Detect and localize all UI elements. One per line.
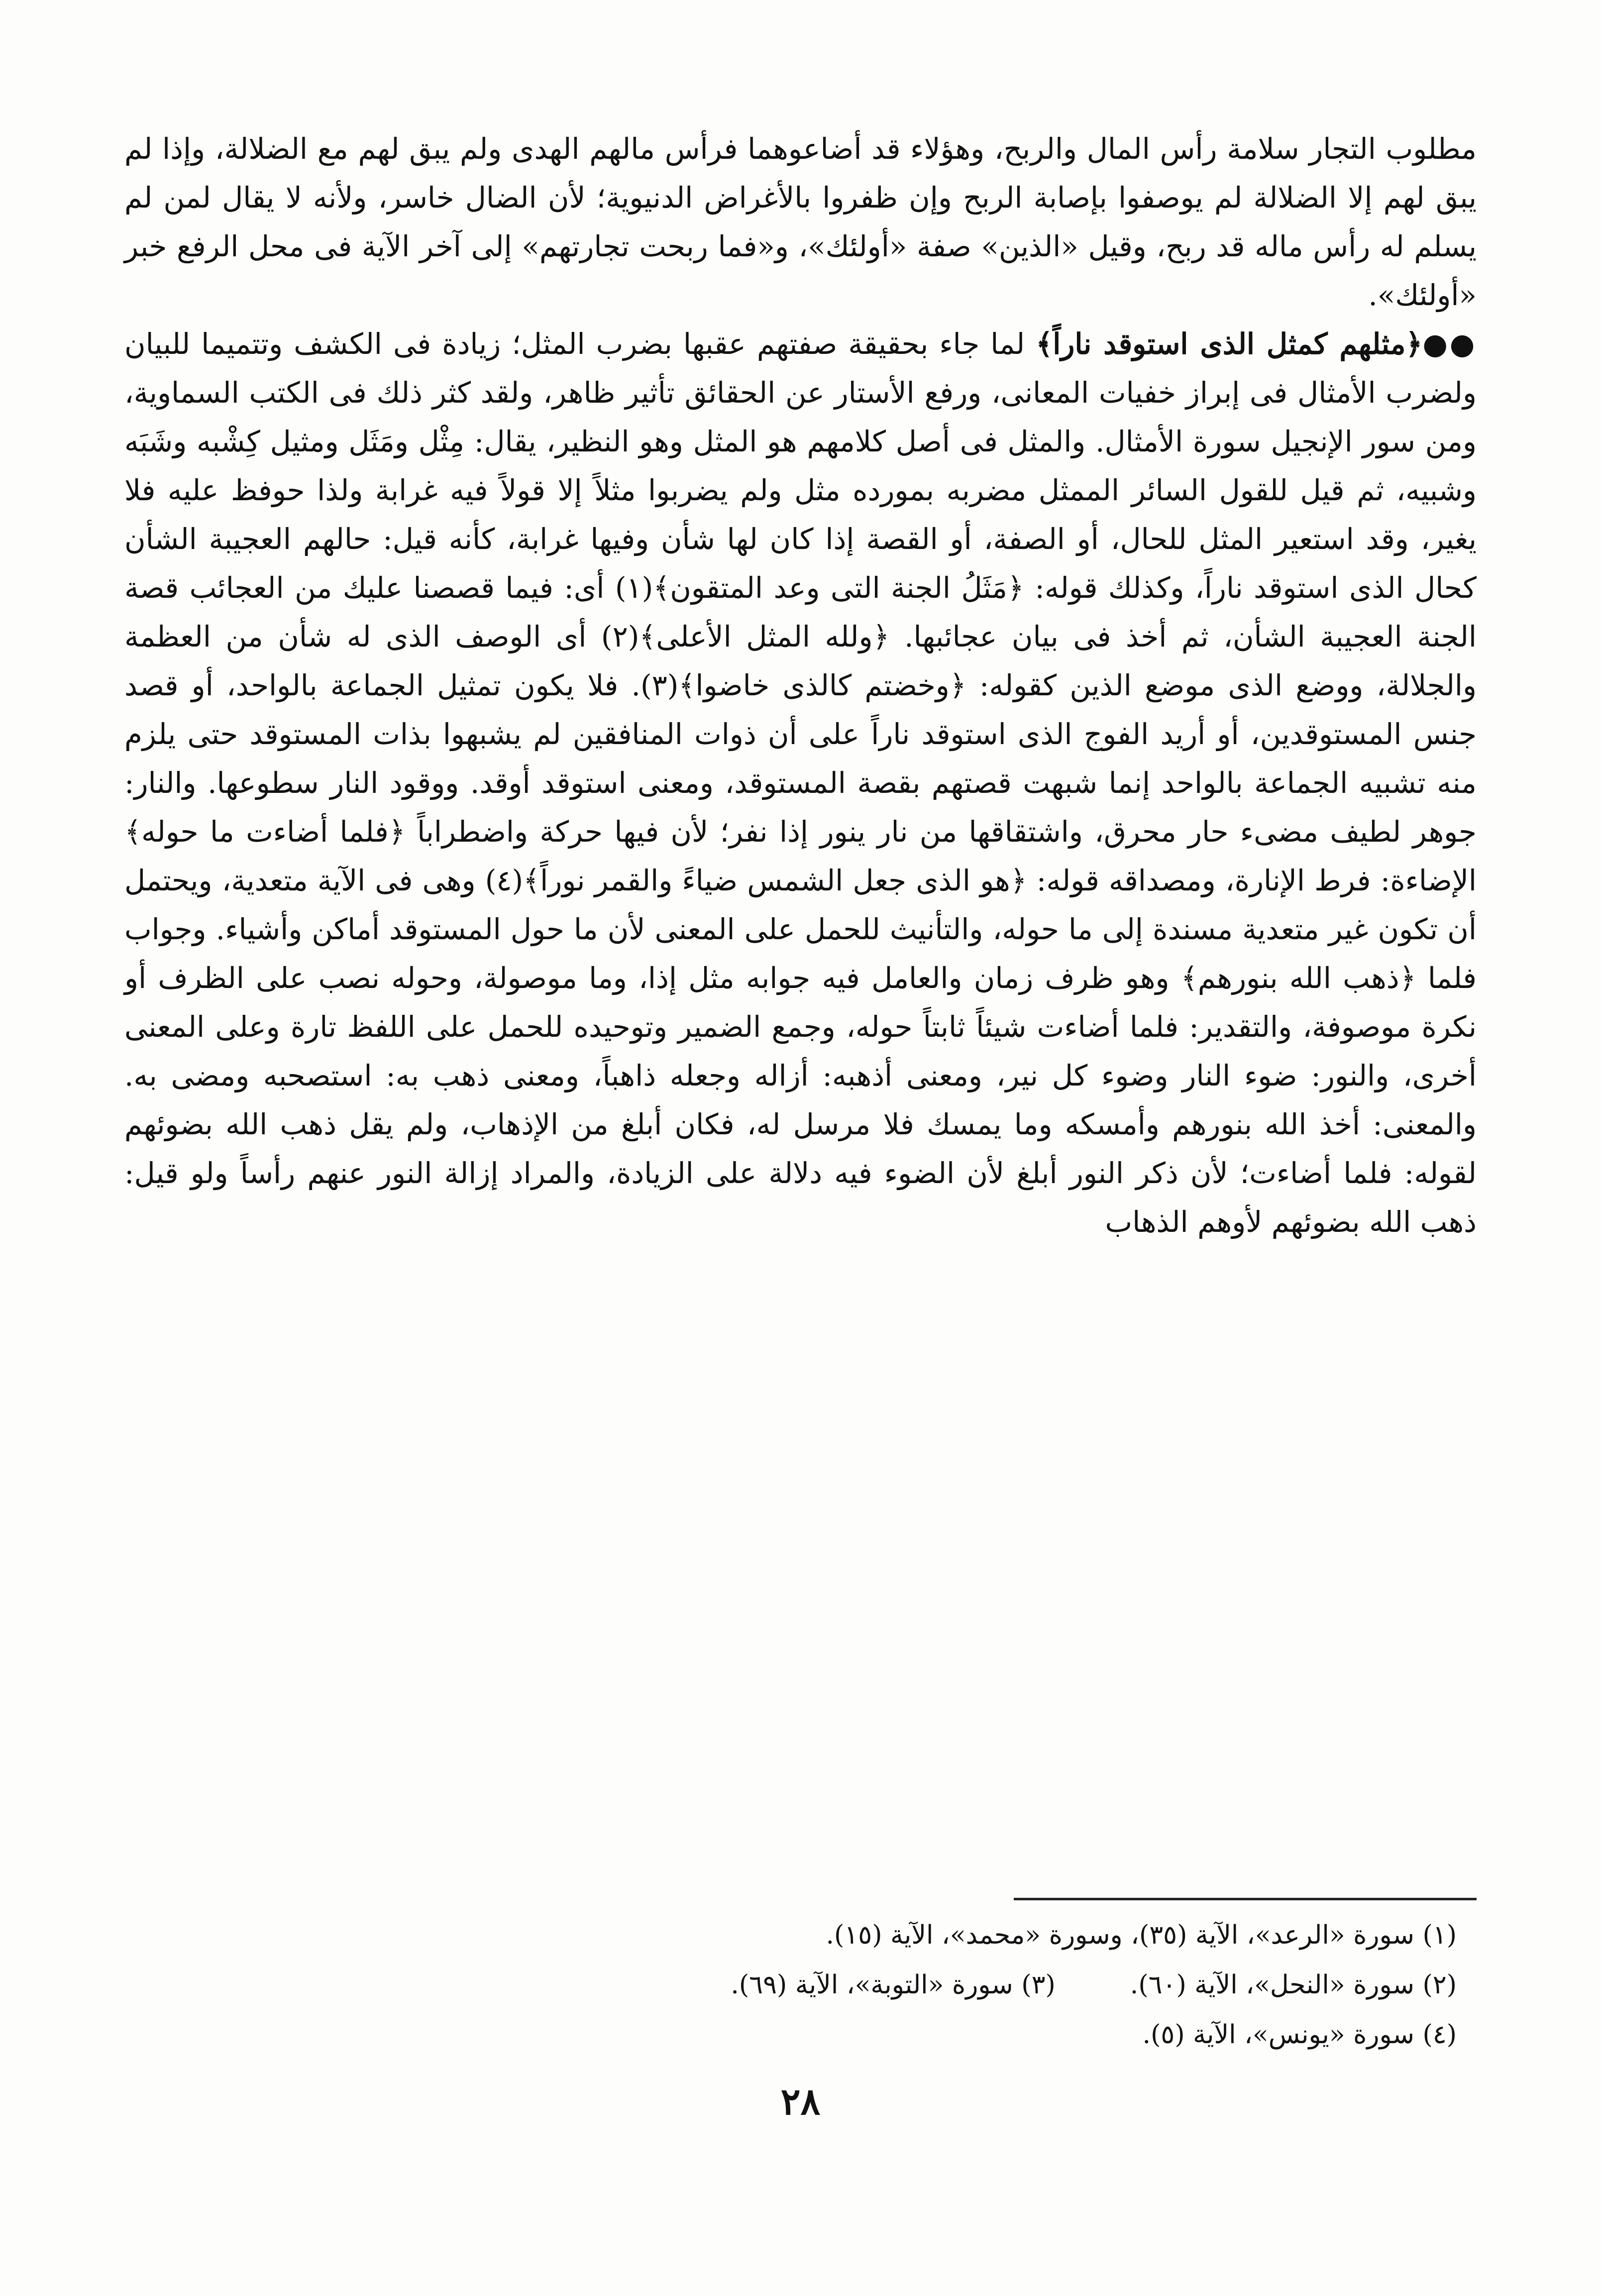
footnote-row-1 bbox=[124, 1910, 1457, 1960]
footnote-row-3 bbox=[124, 2010, 1457, 2060]
footnote-1: (١) سورة «الرعد»، الآية (٣٥)، وسورة «محمد»، الآية (١٥). bbox=[826, 1920, 1457, 1950]
footnote-divider bbox=[1014, 1898, 1477, 1900]
paragraph-1-text: مطلوب التجار سلامة رأس المال والربح، وهؤلاء قد أضاعوهما فرأس مالهم الهدى ولم يبق لهم مع الضلالة، وإذا لم يبق لهم إلا الضلالة لم يوصفوا بإصابة الربح وإن ظفروا بالأغراض الدنيوية؛ لأن الضال خاسر، ولأنه لا يقال لمن لم يسلم له رأس ماله قد ربح، وقيل «الذين» صفة «أولئك»، و«فما ربحت تجارتهم» إلى آخر الآية فى محل الرفع خبر «أولئك». bbox=[124, 132, 1477, 312]
quran-quote: ﴿مثلهم كمثل الذى استوقد ناراً﴾ bbox=[1036, 327, 1423, 361]
footnote-3: (٣) سورة «التوبة»، الآية (٦٩). bbox=[731, 1970, 1056, 2000]
footnote-2: (٢) سورة «النحل»، الآية (٦٠). bbox=[1130, 1970, 1457, 2000]
paragraph-1 bbox=[124, 124, 1477, 320]
footnotes bbox=[124, 1910, 1457, 2060]
footnote-row-2 bbox=[124, 1960, 1457, 2010]
footnote-4: (٤) سورة «يونس»، الآية (٥). bbox=[1142, 2020, 1457, 2050]
paragraph-bullet: ●● bbox=[1422, 327, 1477, 361]
paragraph-2-text: لما جاء بحقيقة صفتهم عقبها بضرب المثل؛ زيادة فى الكشف وتتميما للبيان ولضرب الأمثال فى إبراز خفيات المعانى، ورفع الأستار عن الحقائق تأثير ظاهر، ولقد كثر ذلك فى الكتب السماوية، ومن سور الإنجيل سورة الأمثال. والمثل فى أصل كلامهم هو المثل وهو النظير، يقال: مِثْل ومَثَل ومثيل كِشْبه وشَبَه وشبيه، ثم قيل للقول السائر الممثل مضربه بمورده مثل ولم يضربوا مثلاً إلا قولاً فيه غرابة ولذا حوفظ عليه فلا يغير، وقد استعير المثل للحال، أو الصفة، أو القصة إذا كان لها شأن وفيها غرابة، كأنه قيل: حالهم العجيبة الشأن كحال الذى استوقد ناراً، وكذلك قوله: ﴿مَثَلُ الجنة التى وعد المتقون﴾(١) أى: فيما قصصنا عليك من العجائب قصة الجنة العجيبة الشأن، ثم أخذ فى بيان عجائبها. ﴿ولله المثل الأعلى﴾(٢) أى الوصف الذى له شأن من العظمة والجلالة، ووضع الذى موضع الذين كقوله: ﴿وخضتم كالذى خاضوا﴾(٣). فلا يكون تمثيل الجماعة بالواحد، أو قصد جنس المستوقدين، أو أريد الفوج الذى استوقد ناراً على أن ذوات المنافقين لم يشبهوا بذات المستوقد حتى يلزم منه تشبيه الجماعة بالواحد إنما شبهت قصتهم بقصة المستوقد، ومعنى استوقد أوقد. ووقود النار سطوعها. والنار: جوهر لطيف مضىء حار محرق، واشتقاقها من نار ينور إذا نفر؛ لأن فيها حركة واضطراباً ﴿فلما أضاءت ما حوله﴾ الإضاءة: فرط الإنارة، ومصداقه قوله: ﴿هو الذى جعل الشمس ضياءً والقمر نوراً﴾(٤) وهى فى الآية متعدية، ويحتمل أن تكون غير متعدية مسندة إلى ما حوله، والتأنيث للحمل على المعنى لأن ما حول المستوقد أماكن وأشياء. وجواب فلما ﴿ذهب الله بنورهم﴾ وهو ظرف زمان والعامل فيه جوابه مثل إذا، وما موصولة، وحوله نصب على الظرف أو نكرة موصوفة، والتقدير: فلما أضاءت شيئاً ثابتاً حوله، وجمع الضمير وتوحيده للحمل على اللفظ تارة وعلى المعنى أخرى، والنور: ضوء النار وضوء كل نير، ومعنى أذهبه: أزاله وجعله ذاهباً، ومعنى ذهب به: استصحبه ومضى به. والمعنى: أخذ الله بنورهم وأمسكه وما يمسك فلا مرسل له، فكان أبلغ من الإذهاب، ولم يقل ذهب الله بضوئهم لقوله: فلما أضاءت؛ لأن ذكر النور أبلغ لأن الضوء فيه دلالة على الزيادة، والمراد إزالة النور عنهم رأساً ولو قيل: ذهب الله بضوئهم لأوهم الذهاب bbox=[124, 327, 1477, 1239]
page-number: ٢٨ bbox=[780, 2080, 821, 2123]
paragraph-2 bbox=[124, 320, 1477, 1246]
body-text bbox=[124, 124, 1477, 1246]
